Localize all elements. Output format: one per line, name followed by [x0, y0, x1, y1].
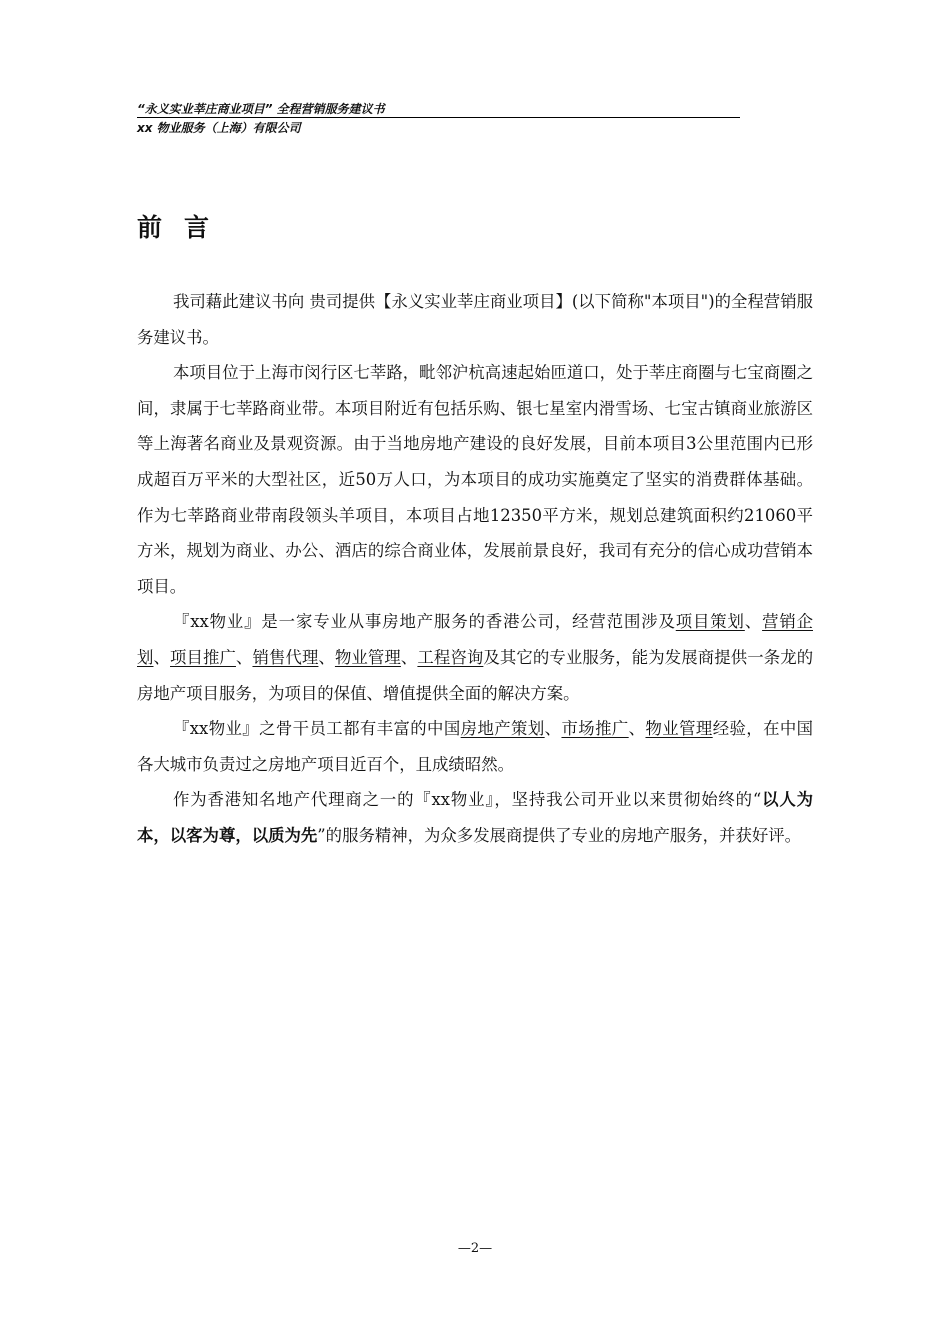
text-run: 『xx物业』之骨干员工都有丰富的中国	[173, 719, 461, 739]
service-property-management: 物业管理	[334, 647, 401, 667]
separator: 、	[235, 647, 253, 667]
service-engineering-consulting: 工程咨询	[417, 647, 484, 667]
paragraph-location: 本项目位于上海市闵行区七莘路，毗邻沪杭高速起始匝道口，处于莘庄商圈与七宝商圈之间，隶属于七莘路商业带。本项目附近有包括乐购、银七星室内滑雪场、七宝古镇商业旅游区等上海著名商业及景观资源。由于当地房地产建设的良好发展，目前本项目3公里范围内已形成超百万平米的大型社区，近50万人口，为本项目的成功实施奠定了坚实的消费群体基础。作为七莘路商业带南段领头羊项目，本项目占地12350平方米，规划总建筑面积约21060平方米，规划为商业、办公、酒店的综合商业体，发展前景良好，我司有充分的信心成功营销本项目。	[137, 363, 813, 596]
page-number: —2—	[457, 1241, 493, 1256]
experience-property-management: 物业管理	[645, 719, 713, 739]
service-project-promotion: 项目推广	[170, 647, 236, 667]
text-run: 『xx物业』是一家专业从事房地产服务的香港公司，经营范围涉及	[173, 612, 676, 632]
text-run: ”的服务精神，为众多发展商提供了专业的房地产服务，并获好评。	[317, 825, 802, 845]
service-motto: 以人为本，以客为尊，以质为先	[137, 790, 814, 845]
text-run: 经验，在中国各大城市负责过之房地产项目近百个，且成绩昭然。	[137, 719, 814, 774]
document-body	[137, 284, 813, 854]
separator: 、	[744, 612, 763, 632]
header-title: “永义实业莘庄商业项目” 全程营销服务建议书	[137, 102, 740, 118]
experience-real-estate-planning: 房地产策划	[460, 719, 545, 739]
experience-market-promotion: 市场推广	[561, 719, 629, 739]
text-run: 作为香港知名地产代理商之一的『xx物业』，坚持我公司开业以来贯彻始终的“	[173, 790, 762, 810]
service-sales-agency: 销售代理	[252, 647, 319, 667]
paragraph-company	[137, 604, 813, 711]
page-header	[137, 102, 740, 135]
paragraph-intro: 我司藉此建议书向 贵司提供【永义实业莘庄商业项目】(以下简称"本项目")的全程营销服务建议书。	[137, 292, 813, 347]
text-run: 及其它的专业服务，能为发展商提供一条龙的房地产项目服务，为项目的保值、增值提供全面的解决方案。	[137, 647, 814, 703]
separator: 、	[628, 719, 646, 739]
separator: 、	[400, 647, 418, 667]
separator: 、	[318, 647, 335, 667]
service-project-planning: 项目策划	[675, 612, 745, 632]
paragraph-staff	[137, 711, 813, 782]
section-heading: 前言	[137, 213, 232, 242]
separator: 、	[153, 647, 170, 667]
paragraph-philosophy	[137, 782, 813, 853]
header-company: xx 物业服务（上海）有限公司	[137, 121, 301, 135]
separator: 、	[544, 719, 562, 739]
service-marketing-planning: 营销企划	[137, 612, 813, 667]
